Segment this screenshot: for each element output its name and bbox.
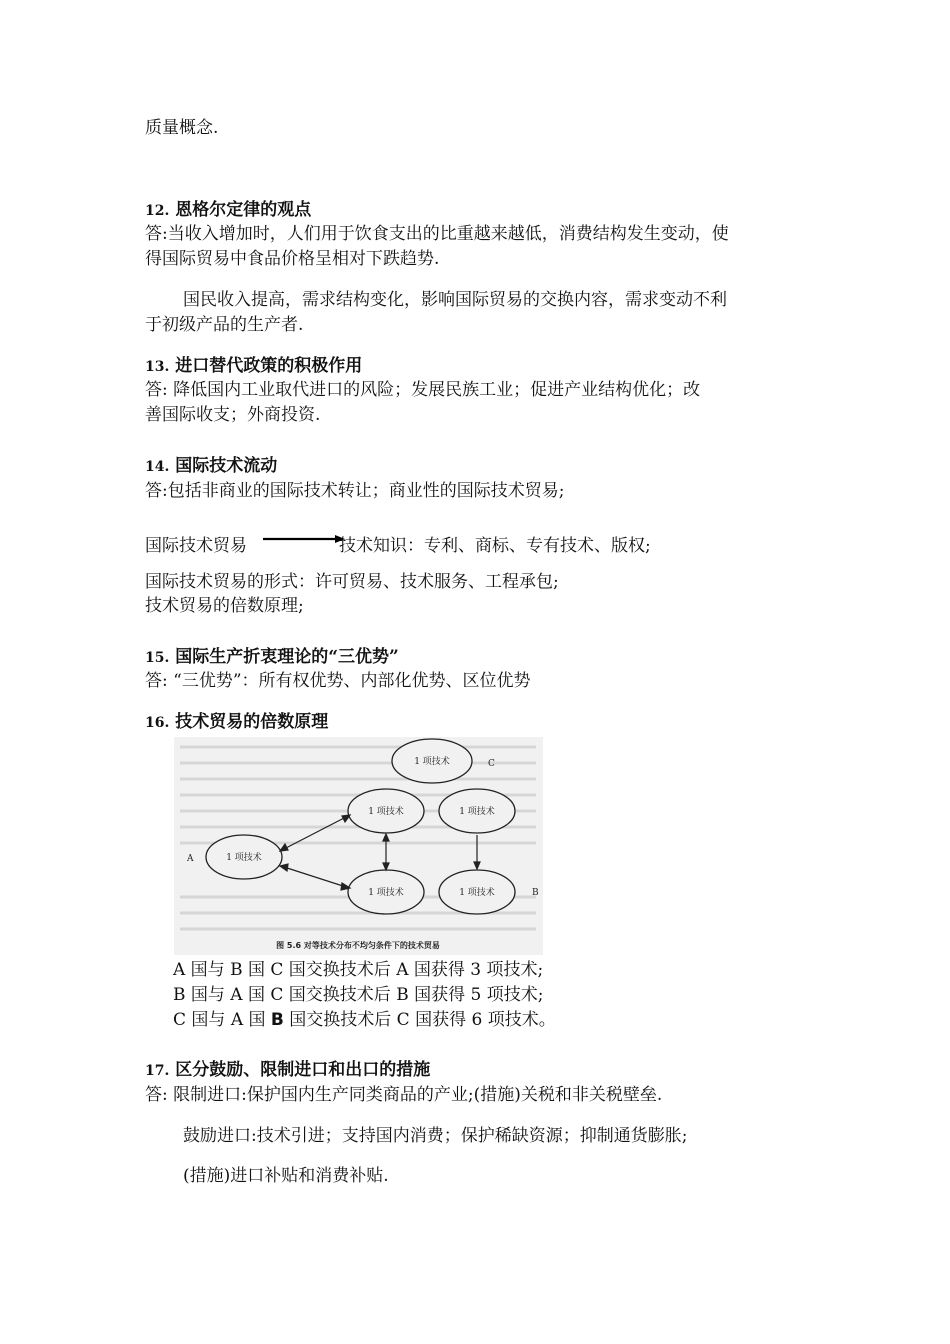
section-12-answer-line-1: 答:当收入增加时，人们用于饮食支出的比重越来越低，消费结构发生变动，使 xyxy=(145,224,729,244)
section-15-heading: 15. 国际生产折衷理论的“三优势” xyxy=(145,647,399,667)
section-13-heading: 13. 进口替代政策的积极作用 xyxy=(145,356,363,376)
section-14-forms: 国际技术贸易的形式：许可贸易、技术服务、工程承包; xyxy=(145,572,559,592)
section-16-result-b: B 国与 A 国 C 国交换技术后 B 国获得 5 项技术; xyxy=(173,985,544,1005)
letter-b: B xyxy=(532,888,539,898)
node-mid-right-label: 1 项技术 xyxy=(459,807,495,817)
section-17-heading: 17. 区分鼓励、限制进口和出口的措施 xyxy=(145,1060,431,1080)
tech-trade-arrow-row xyxy=(145,534,845,560)
letter-c: C xyxy=(488,759,495,769)
section-16-result-a: A 国与 B 国 C 国交换技术后 A 国获得 3 项技术; xyxy=(173,960,544,980)
section-17-answer-line-2: 鼓励进口:技术引进；支持国内消费；保护稀缺资源；抑制通货膨胀; xyxy=(183,1126,688,1146)
section-14-multiplier: 技术贸易的倍数原理; xyxy=(145,596,304,616)
section-16-heading: 16. 技术贸易的倍数原理 xyxy=(145,712,329,732)
section-16-result-c: C 国与 A 国 B 国交换技术后 C 国获得 6 项技术。 xyxy=(173,1010,556,1030)
node-bot-right-label: 1 项技术 xyxy=(459,888,495,898)
section-17-answer-line-3: (措施)进口补贴和消费补贴. xyxy=(183,1166,389,1186)
section-13-answer-line-2: 善国际收支；外商投资. xyxy=(145,405,321,425)
section-12-para-line-1: 国民收入提高，需求结构变化，影响国际贸易的交换内容，需求变动不利 xyxy=(183,290,727,310)
node-a-label: 1 项技术 xyxy=(226,853,262,863)
section-13-answer-line-1: 答: 降低国内工业取代进口的风险；发展民族工业；促进产业结构优化；改 xyxy=(145,380,701,400)
section-12-answer-line-2: 得国际贸易中食品价格呈相对下跌趋势. xyxy=(145,249,440,269)
section-12-para-line-2: 于初级产品的生产者. xyxy=(145,315,304,335)
section-14-heading: 14. 国际技术流动 xyxy=(145,456,278,476)
arrow-a-to-bot-left xyxy=(284,867,346,887)
node-top-label: 1 项技术 xyxy=(414,757,450,767)
figure-caption: 图 5.6 对等技术分布不均匀条件下的技术贸易 xyxy=(276,941,440,950)
section-12-heading: 12. 恩格尔定律的观点 xyxy=(145,200,312,220)
section-17-answer-line-1: 答: 限制进口:保护国内生产同类商品的产业;(措施)关税和非关税壁垒. xyxy=(145,1085,663,1105)
section-15-answer: 答: “三优势”：所有权优势、内部化优势、区位优势 xyxy=(145,671,531,691)
figure-diagram xyxy=(174,737,543,955)
arrow-left-label: 国际技术贸易 xyxy=(145,536,247,556)
node-mid-left-label: 1 项技术 xyxy=(368,807,404,817)
node-bot-left-label: 1 项技术 xyxy=(368,888,404,898)
section-14-answer-line-1: 答:包括非商业的国际技术转让；商业性的国际技术贸易; xyxy=(145,481,565,501)
technology-trade-figure xyxy=(174,737,543,955)
continued-text: 质量概念. xyxy=(145,118,219,138)
right-arrow-icon xyxy=(263,534,345,546)
arrow-right-label: 技术知识：专利、商标、专有技术、版权; xyxy=(339,536,651,556)
letter-a: A xyxy=(187,854,194,864)
